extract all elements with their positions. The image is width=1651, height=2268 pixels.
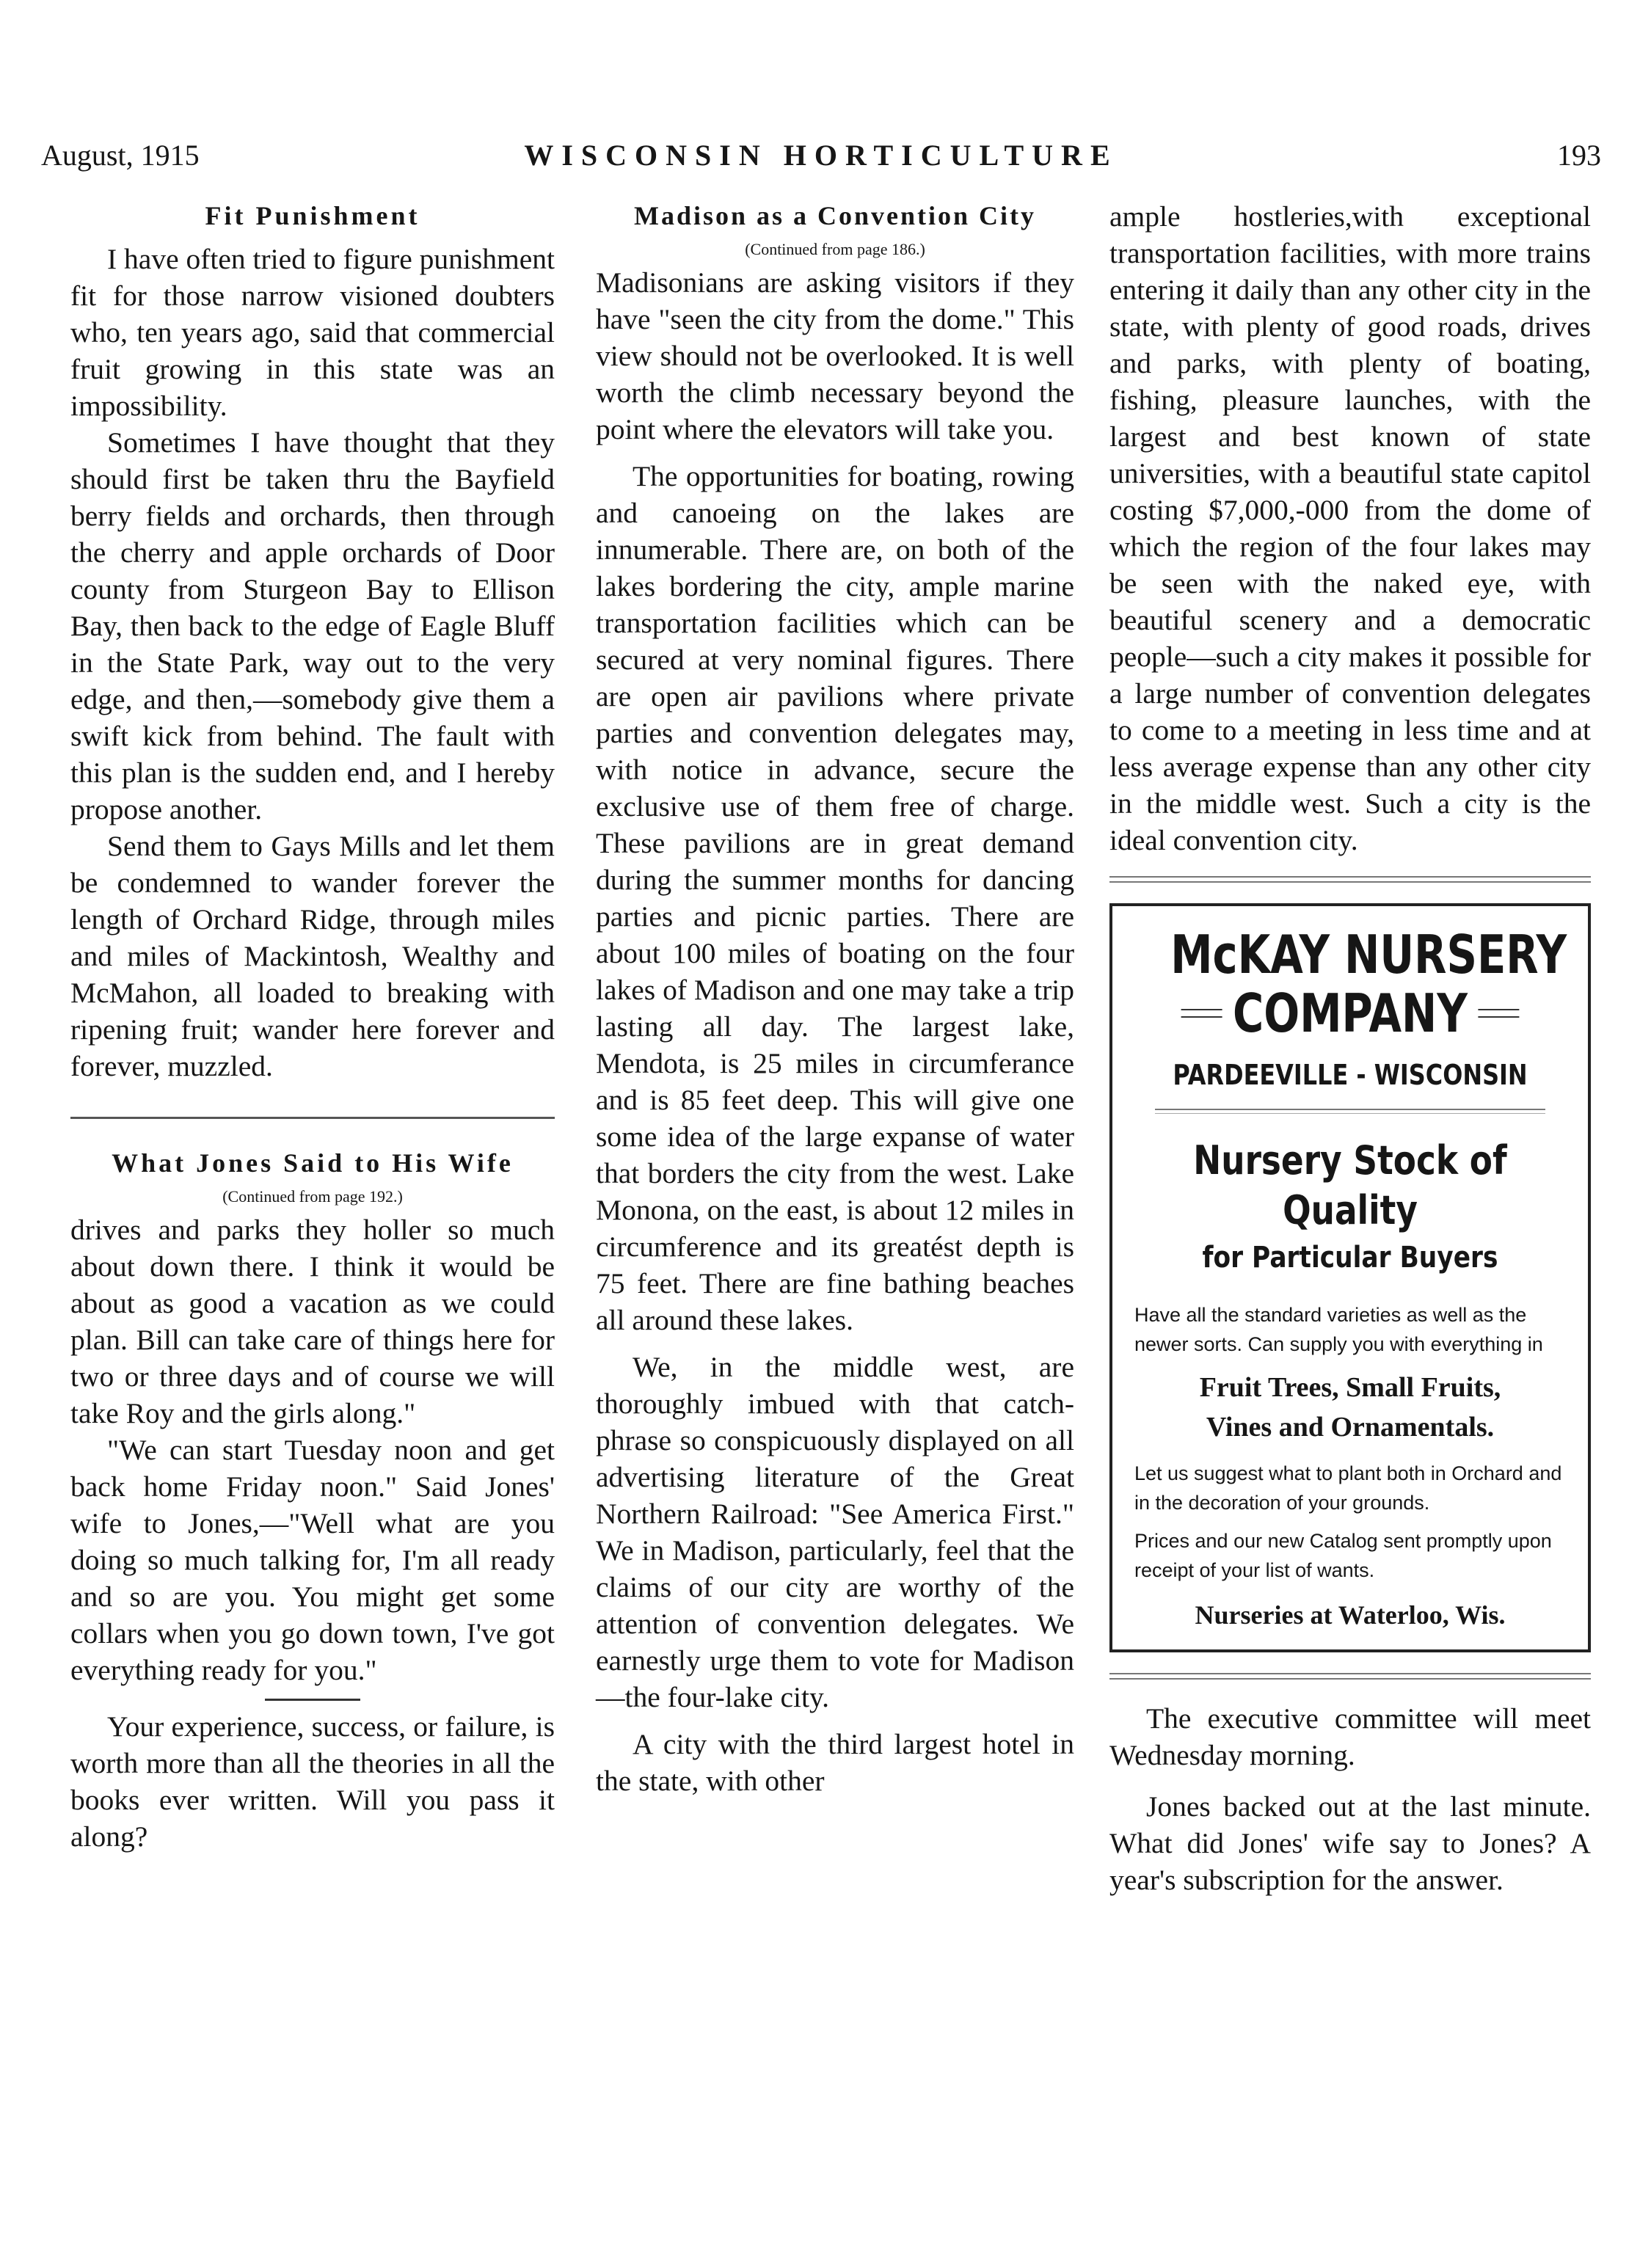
continued-note: (Continued from page 192.): [222, 1187, 403, 1206]
fit-punishment-paragraph: Send them to Gays Mills and let them be condemned to wander forever the length of Orchard Ridge, through miles and miles of Mackintosh, Wealthy and McMahon, all loaded to breaking with ripening fruit; wander here forever and forever, muzzled.: [70, 830, 555, 1082]
page-number: 193: [1557, 139, 1601, 172]
ad-products: [1126, 1368, 1575, 1447]
section-divider: [70, 1117, 555, 1119]
column-2: [596, 198, 1074, 1799]
ad-company-name-line2: [1170, 984, 1530, 1043]
note-paragraph: The executive committee will meet Wednesday morning.: [1109, 1702, 1591, 1771]
divider: [1109, 1673, 1591, 1680]
fit-punishment-paragraph: Sometimes I have thought that they should first be taken thru the Bayfield berry fields and orchards, then through the cherry and apple orchards of Door county from Sturgeon Bay to Ellison Bay, then back to the edge of Eagle Bluff in the State Park, way out to the very edge, and then,—somebody give them a swift kick from behind. The fault with this plan is the sudden end, and I hereby propose another.: [70, 426, 555, 825]
madison-paragraph: We, in the middle west, are thoroughly imbued with that catch-phrase so conspicuously displayed on all advertising literature of the Great Northern Railroad: "See America First." We in Madison, particularly, feel that the claims of our city are worthy of the attention of convention delegates. We earnestly urge them to vote for Madison—the four-lake city.: [596, 1351, 1074, 1713]
issue-date: August, 1915: [41, 139, 200, 172]
ad-company-word: COMPANY: [1233, 982, 1468, 1044]
madison-continuation: ample hostleries,with exceptional transportation facilities, with more trains entering it daily than any other city in the state, with plenty of good roads, drives and parks, with plenty of boating, fishing, pleasure launches, with the largest and best known of state universities, with a beautiful state capitol costing $7,000,-000 from the dome of which the region of the four lakes may be seen with the naked eye, with beautiful scenery and a democratic people—such a city makes it possible for a large number of convention delegates to come to a meeting in less time and at less average expense than any other city in the middle west. Such a city is the ideal convention city.: [1109, 200, 1591, 856]
journal-title: WISCONSIN HORTICULTURE: [524, 139, 1118, 172]
ad-company-name: McKAY NURSERY: [1170, 924, 1567, 985]
madison-paragraph: The opportunities for boating, rowing and canoeing on the lakes are innumerable. There are, on both of the lakes bordering the city, ample marine transportation facilities which can be secured at very nominal figures. There are open air pavilions where private parties and convention delegates may, with notice in advance, secure the exclusive use of them free of charge. These pavilions are in great demand during the summer months for dancing parties and picnic parties. There are about 100 miles of boating on the four lakes of Madison and one may take a trip lasting all day. The largest lake, Mendota, is 25 miles in circumferance and is 85 feet deep. This will give one some idea of the large expanse of water that borders the city from the west. Lake Monona, on the east, is about 12 miles in circumference and its greatést depth is 75 feet. There are fine bathing beaches all around these lakes.: [596, 460, 1074, 1336]
madison-paragraph: A city with the third largest hotel in the state, with other: [596, 1728, 1074, 1797]
ornament-rule-right: [1478, 1009, 1519, 1018]
ad-footer: Nurseries at Waterloo, Wis.: [1195, 1600, 1506, 1630]
ad-location: PARDEEVILLE - WISCONSIN: [1173, 1059, 1528, 1091]
jones-wife-paragraph: drives and parks they holler so much about down there. I think it would be about as good a vacation as we could plan. Bill can take care of things here for two or three days and of course we will take Roy and the girls along.": [70, 1214, 555, 1429]
madison-title: Madison as a Convention City: [633, 201, 1037, 230]
ornament-rule-left: [1181, 1009, 1222, 1018]
ad-body-text: Prices and our new Catalog sent promptly upon receipt of your list of wants.: [1134, 1530, 1552, 1581]
jones-wife-paragraph: "We can start Tuesday noon and get back home Friday noon." Said Jones' wife to Jones,—"Well what are you doing so much talking for, I'm all ready and so are you. You might get some collars when you go down town, I've got everything ready for you.": [70, 1434, 555, 1686]
short-divider: [265, 1699, 360, 1701]
column-3: [1109, 198, 1591, 1898]
nursery-advertisement: [1109, 903, 1591, 1652]
ad-body-text: Have all the standard varieties as well as the newer sorts. Can supply you with everything in: [1134, 1304, 1543, 1355]
ad-subheadline: for Particular Buyers: [1202, 1241, 1498, 1275]
continued-note: (Continued from page 186.): [745, 240, 925, 258]
ad-headline: Nursery Stock of: [1193, 1137, 1507, 1184]
madison-paragraph: Madisonians are asking visitors if they have "seen the city from the dome." This view should not be overlooked. It is well worth the climb necessary beyond the point where the elevators will take you.: [596, 266, 1074, 445]
ad-divider: [1155, 1109, 1545, 1114]
fit-punishment-paragraph: I have often tried to figure punishment fit for those narrow visioned doubters who, ten years ago, said that commercial fruit growing in this state was an impossibility.: [70, 243, 555, 422]
ad-products-line: Fruit Trees, Small Fruits,: [1199, 1372, 1501, 1403]
ad-body-text: Let us suggest what to plant both in Orchard and in the decoration of your grounds.: [1134, 1462, 1562, 1514]
jones-wife-title: What Jones Said to His Wife: [112, 1148, 514, 1178]
ad-products-line: Vines and Ornamentals.: [1206, 1412, 1495, 1443]
fit-punishment-title: Fit Punishment: [205, 201, 420, 230]
note-paragraph: Jones backed out at the last minute. What did Jones' wife say to Jones? A year's subscription for the answer.: [1109, 1790, 1591, 1896]
column-1: [70, 198, 555, 1855]
running-head: [41, 134, 1601, 178]
closing-paragraph: Your experience, success, or failure, is worth more than all the theories in all the books ever written. Will you pass it along?: [70, 1710, 555, 1853]
ad-headline: Quality: [1283, 1187, 1418, 1233]
divider: [1109, 876, 1591, 883]
